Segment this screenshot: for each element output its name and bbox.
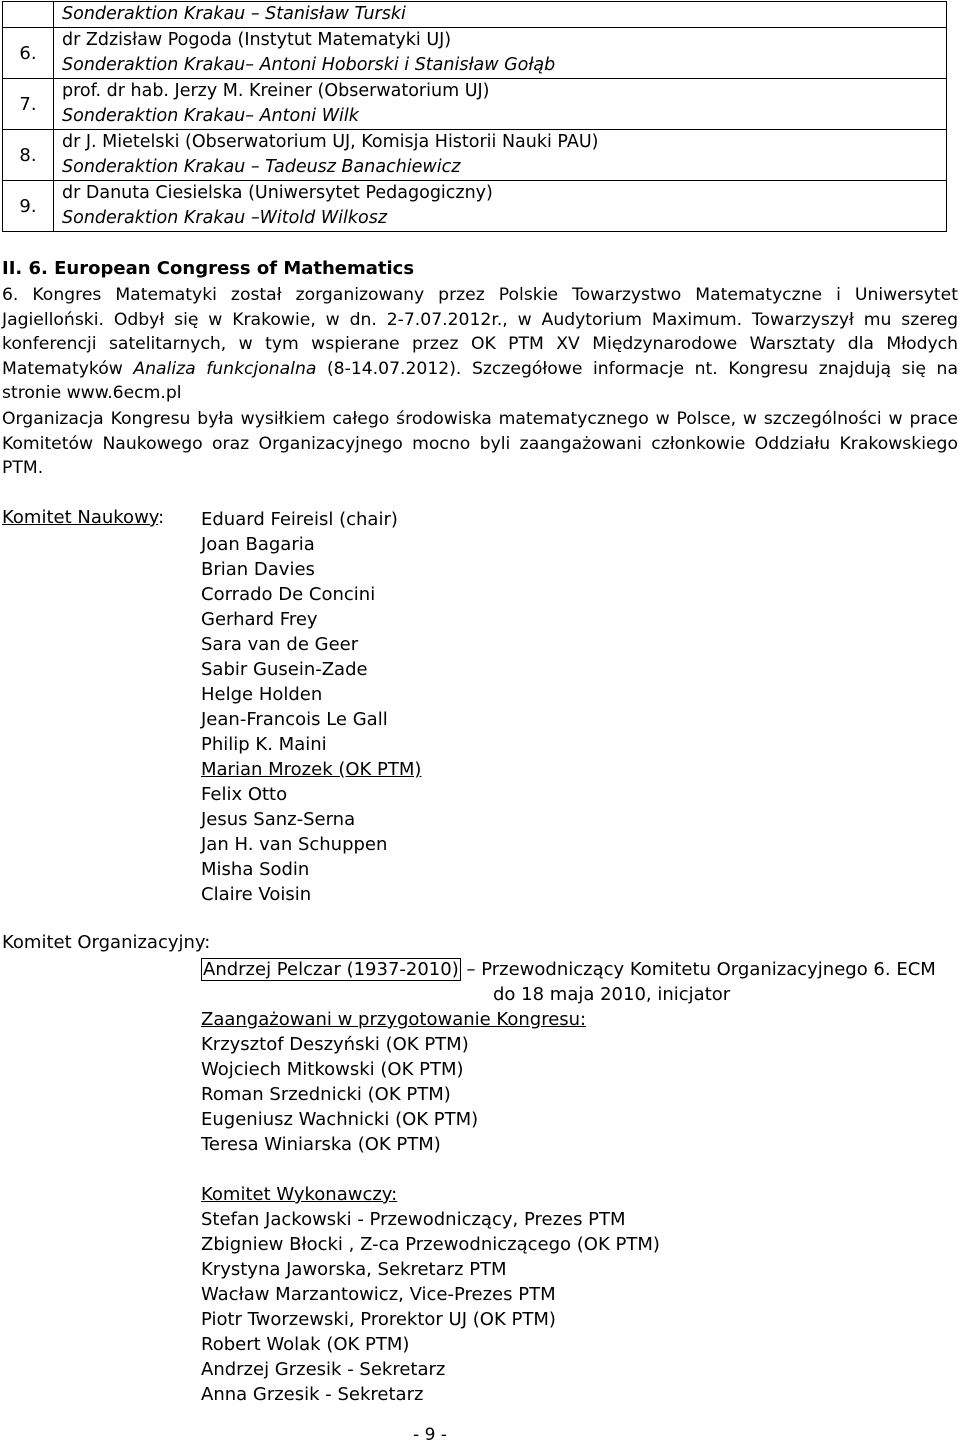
label-colon: : (158, 507, 165, 528)
lecture-number: 9. (3, 181, 54, 232)
lecture-title: Sonderaktion Krakau– Antoni Wilk (62, 106, 359, 126)
executive-member: Wacław Marzantowicz, Vice-Prezes PTM (201, 1284, 556, 1305)
committee-member: Corrado De Concini (201, 584, 376, 605)
executive-member: Piotr Tworzewski, Prorektor UJ (OK PTM) (201, 1309, 556, 1330)
page-number: - 9 - (413, 1425, 447, 1445)
lecture-row (3, 181, 947, 232)
committee-member: Jean-Francois Le Gall (201, 709, 388, 730)
lecture-title: Sonderaktion Krakau – Stanisław Turski (62, 4, 406, 24)
committee-member: Misha Sodin (201, 859, 310, 880)
executive-member: Andrzej Grzesik - Sekretarz (201, 1359, 446, 1380)
committee-member: Helge Holden (201, 684, 323, 705)
involved-member: Wojciech Mitkowski (OK PTM) (201, 1059, 464, 1080)
executive-committee-section (201, 1182, 660, 1407)
scientific-committee-list (201, 507, 421, 907)
lecture-text (54, 79, 947, 130)
executive-member: Krystyna Jaworska, Sekretarz PTM (201, 1259, 507, 1280)
lecture-number (3, 2, 54, 28)
workshop-title: Analiza funkcjonalna (133, 358, 317, 379)
involved-member: Eugeniusz Wachnicki (OK PTM) (201, 1109, 479, 1130)
involved-member: Teresa Winiarska (OK PTM) (201, 1134, 441, 1155)
executive-member: Anna Grzesik - Sekretarz (201, 1384, 424, 1405)
label-colon: : (391, 1184, 398, 1205)
scientific-committee-title: Komitet Naukowy (2, 507, 159, 528)
organizing-committee-label: Komitet Organizacyjny: (2, 932, 211, 953)
committee-member: Jesus Sanz-Serna (201, 809, 356, 830)
committee-member: Jan H. van Schuppen (201, 834, 388, 855)
lecture-row (3, 130, 947, 181)
committee-member: Brian Davies (201, 559, 315, 580)
involved-section (201, 1007, 586, 1157)
lecture-row (3, 79, 947, 130)
lecture-number: 7. (3, 79, 54, 130)
lectures-table (2, 1, 947, 232)
involved-member: Roman Srzednicki (OK PTM) (201, 1084, 451, 1105)
committee-member: Felix Otto (201, 784, 288, 805)
executive-member: Zbigniew Błocki , Z-ca Przewodniczącego (OK PTM) (201, 1234, 660, 1255)
committee-member: Philip K. Maini (201, 734, 327, 755)
lecture-text (54, 28, 947, 79)
lecture-row (3, 28, 947, 79)
lecture-title: Sonderaktion Krakau– Antoni Hoborski i Stanisław Gołąb (62, 55, 556, 75)
lecture-speaker: prof. dr hab. Jerzy M. Kreiner (Obserwatorium UJ) (62, 81, 490, 101)
lecture-speaker: dr Zdzisław Pogoda (Instytut Matematyki UJ) (62, 30, 452, 50)
lecture-number: 8. (3, 130, 54, 181)
congress-text-a: 6. Kongres Matematyki został zorganizowany przez Polskie Towarzystwo Matematyczne i Uniwersytet Jagielloński. Odbył się w Krakowie, w dn. 2-7.07.2012r., w Audytorium Maximum. Towarzyszył mu szereg konferencji satelitarnych, w tym wspierane przez OK PTM XV Międzynarodowe Warsztaty dla Młodych Matematyków (2, 285, 958, 379)
committee-member: Joan Bagaria (201, 534, 315, 555)
lecture-number: 6. (3, 28, 54, 79)
lecture-speaker: dr Danuta Ciesielska (Uniwersytet Pedagogiczny) (62, 183, 493, 203)
involved-member: Krzysztof Deszyński (OK PTM) (201, 1034, 469, 1055)
executive-committee-label: Komitet Wykonawczy (201, 1184, 392, 1205)
committee-member: Gerhard Frey (201, 609, 318, 630)
chair-name: Andrzej Pelczar (1937-2010) (203, 959, 459, 980)
organization-paragraph: Organizacja Kongresu była wysiłkiem całego środowiska matematycznego w Polsce, w szczególności w prace Komitetów Naukowego oraz Organizacyjnego mocno byli zaangażowani członkowie Oddziału Krakowskiego PTM. (2, 409, 958, 479)
committee-member: Marian Mrozek (OK PTM) (201, 759, 422, 780)
congress-text-b: (8-14.07.2012). Szczegółowe informacje nt. Kongresu znajdują się na stronie www.6ecm.pl (2, 358, 958, 404)
scientific-committee-label (2, 507, 164, 528)
section-heading: II. 6. European Congress of Mathematics (2, 258, 415, 279)
lecture-speaker: dr J. Mietelski (Obserwatorium UJ, Komisja Historii Nauki PAU) (62, 132, 599, 152)
executive-member: Stefan Jackowski - Przewodniczący, Prezes PTM (201, 1209, 626, 1230)
committee-member: Sara van de Geer (201, 634, 359, 655)
committee-member: Claire Voisin (201, 884, 312, 905)
executive-member: Robert Wolak (OK PTM) (201, 1334, 410, 1355)
lecture-row (3, 2, 947, 28)
committee-member: Sabir Gusein-Zade (201, 659, 368, 680)
lecture-text (54, 2, 947, 28)
lecture-title: Sonderaktion Krakau –Witold Wilkosz (62, 208, 388, 228)
involved-label: Zaangażowani w przygotowanie Kongresu: (201, 1009, 587, 1030)
congress-paragraph (2, 283, 958, 406)
lecture-title: Sonderaktion Krakau – Tadeusz Banachiewicz (62, 157, 461, 177)
chair-role-continued: do 18 maja 2010, inicjator (493, 984, 731, 1005)
organizing-committee-chair (201, 957, 936, 1007)
chair-role: – Przewodniczący Komitetu Organizacyjnego 6. ECM (460, 959, 936, 980)
committee-member: Eduard Feireisl (chair) (201, 509, 398, 530)
lecture-text (54, 181, 947, 232)
lecture-text (54, 130, 947, 181)
